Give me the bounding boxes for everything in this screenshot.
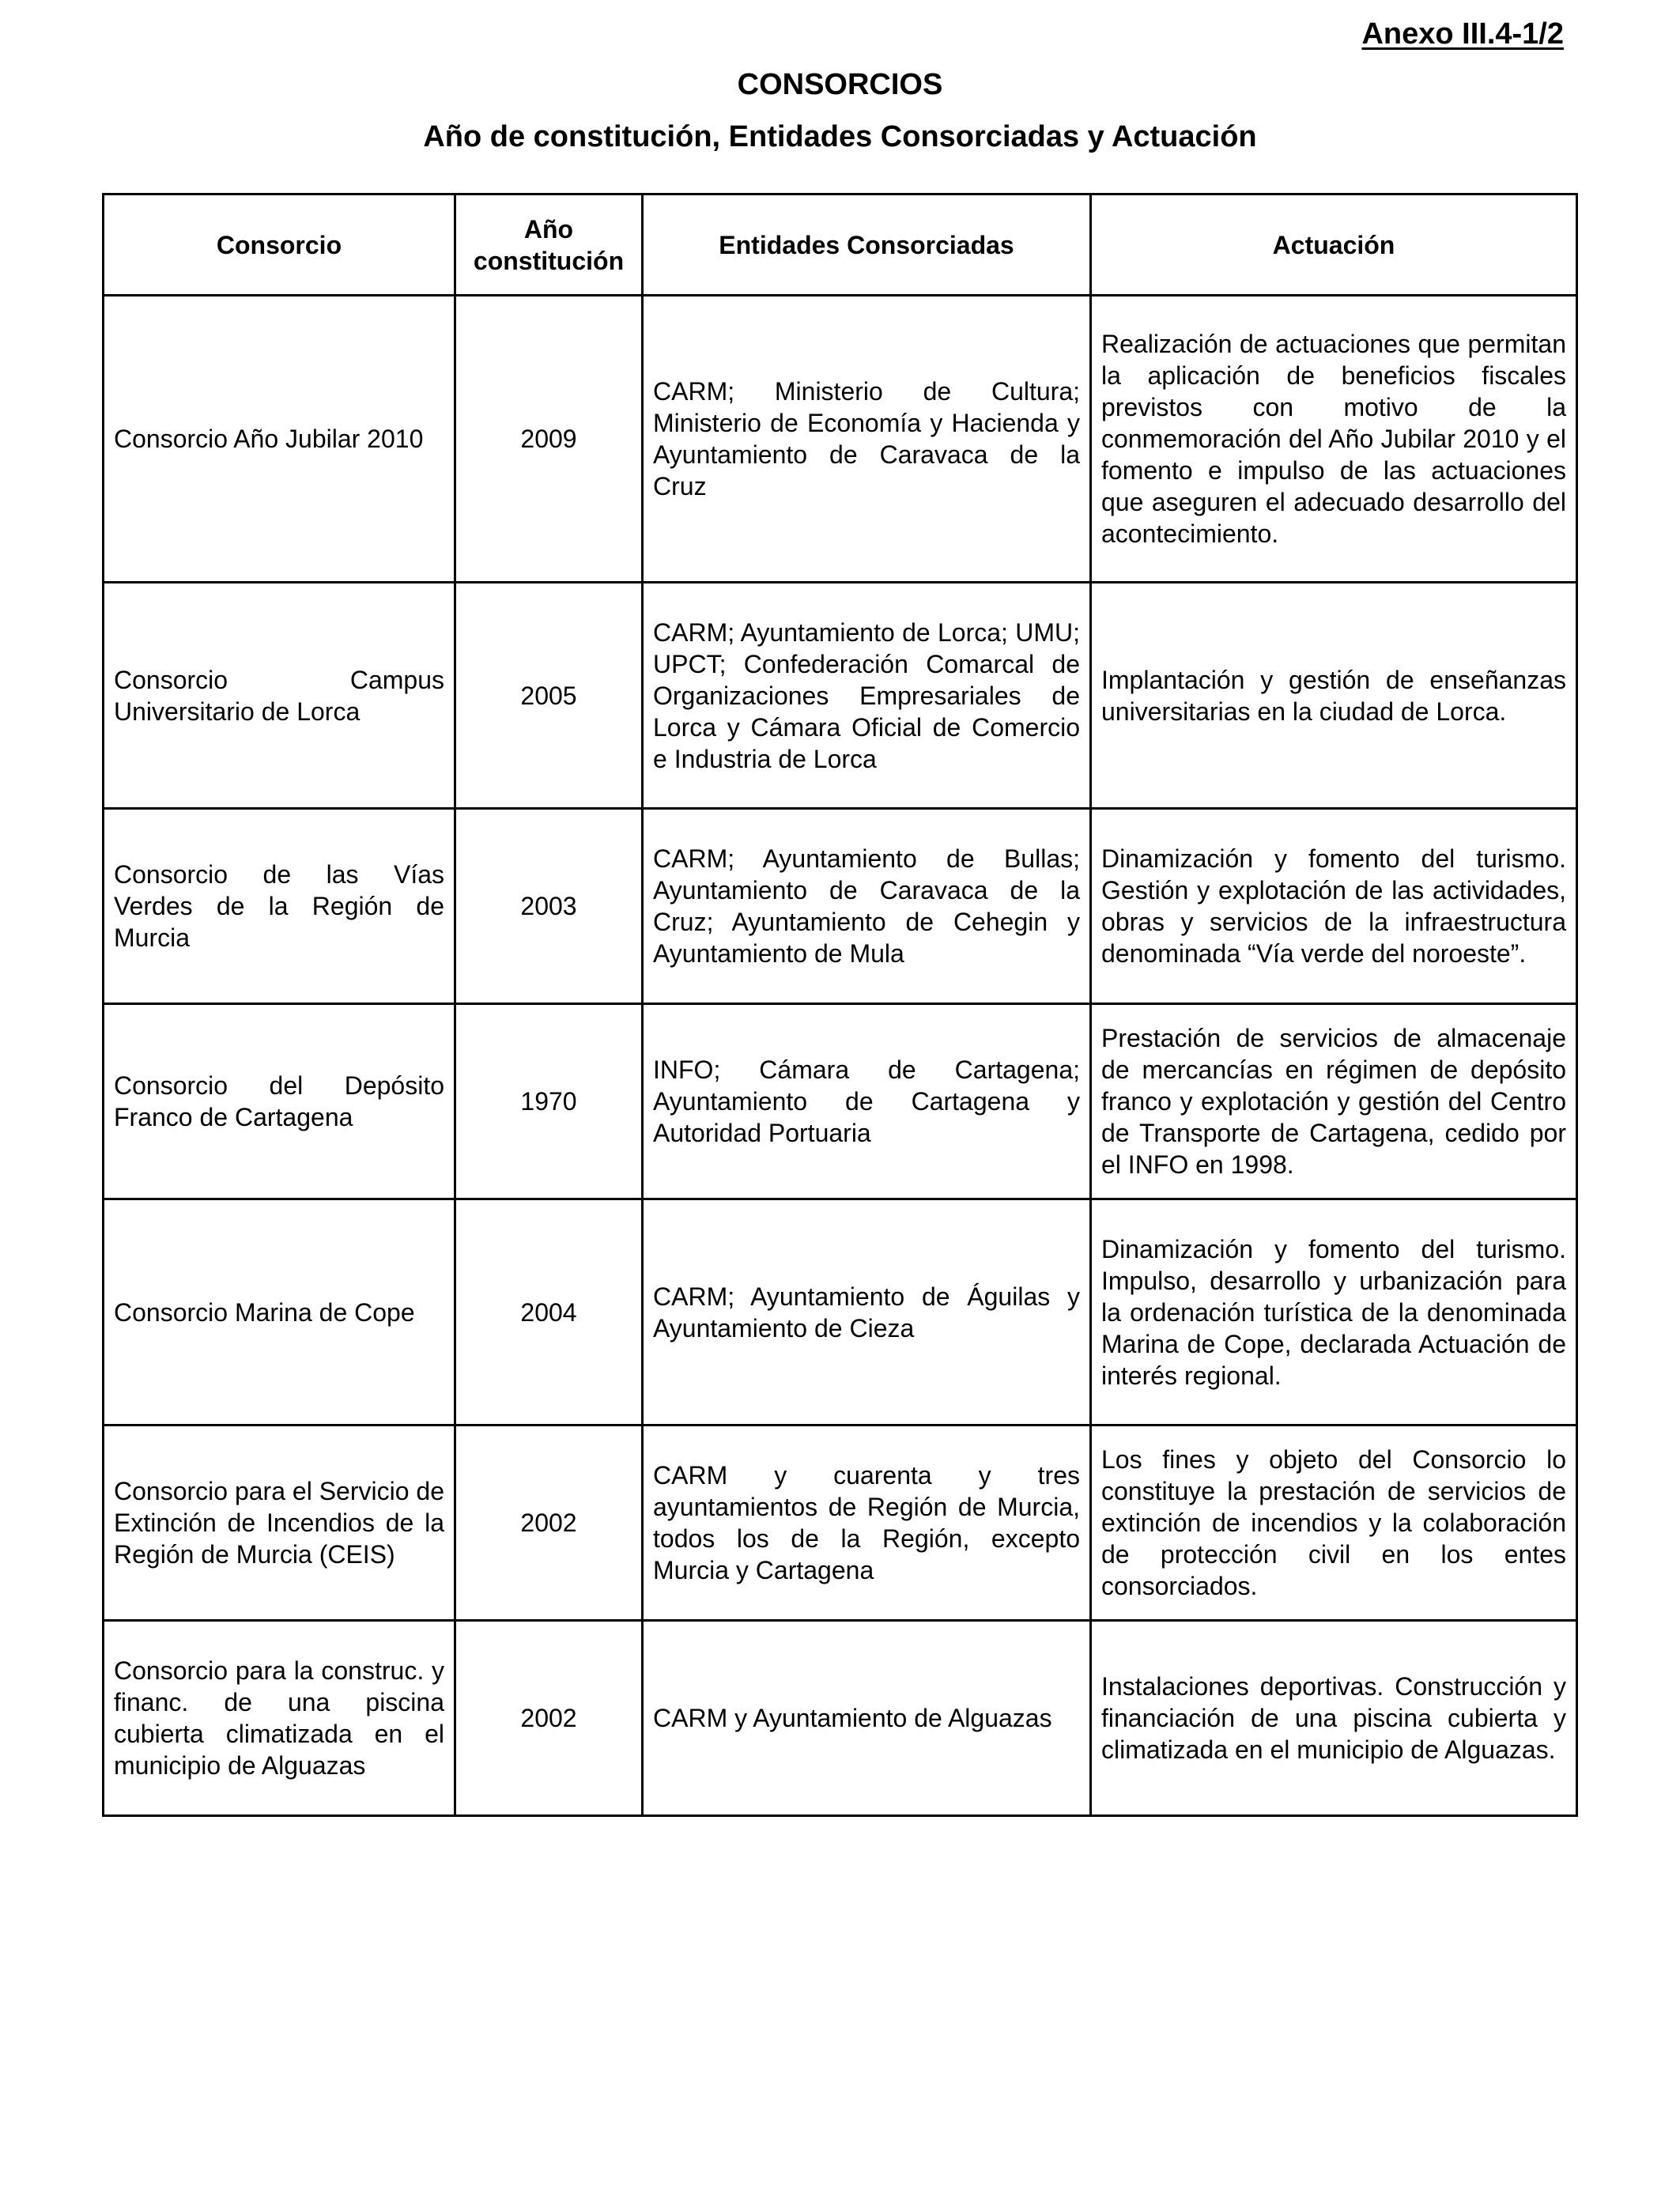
cell-consorcio: Consorcio para el Servicio de Extinción de Incendios de la Región de Murcia (CEIS) [104, 1426, 455, 1621]
cell-actuacion: Instalaciones deportivas. Construcción y financiación de una piscina cubierta y climatizada en el municipio de Alguazas. [1091, 1621, 1577, 1816]
cell-consorcio: Consorcio para la construc. y financ. de una piscina cubierta climatizada en el municipio de Alguazas [104, 1621, 455, 1816]
cell-actuacion: Dinamización y fomento del turismo. Gestión y explotación de las actividades, obras y servicios de la infraestructura denominada “Vía verde del noroeste”. [1091, 809, 1577, 1004]
table-row [104, 1426, 1577, 1621]
table-header-row [104, 194, 1577, 296]
cell-consorcio: Consorcio Marina de Cope [104, 1199, 455, 1426]
table-row [104, 1004, 1577, 1199]
table-row [104, 296, 1577, 583]
cell-actuacion: Dinamización y fomento del turismo. Impulso, desarrollo y urbanización para la ordenación turística de la denominada Marina de Cope, declarada Actuación de interés regional. [1091, 1199, 1577, 1426]
cell-entidades: INFO; Cámara de Cartagena; Ayuntamiento de Cartagena y Autoridad Portuaria [643, 1004, 1091, 1199]
consortia-table [102, 193, 1578, 1817]
cell-anio: 2002 [455, 1426, 643, 1621]
cell-entidades: CARM; Ayuntamiento de Lorca; UMU; UPCT; Confederación Comarcal de Organizaciones Empresariales de Lorca y Cámara Oficial de Comercio e Industria de Lorca [643, 583, 1091, 809]
header-actuacion: Actuación [1091, 194, 1577, 296]
cell-entidades: CARM y Ayuntamiento de Alguazas [643, 1621, 1091, 1816]
header-anio-line2: constitución [473, 246, 625, 275]
cell-entidades: CARM y cuarenta y tres ayuntamientos de Región de Murcia, todos los de la Región, excepto Murcia y Cartagena [643, 1426, 1091, 1621]
cell-consorcio: Consorcio Campus Universitario de Lorca [104, 583, 455, 809]
header-anio [455, 194, 643, 296]
cell-consorcio: Consorcio del Depósito Franco de Cartagena [104, 1004, 455, 1199]
table-row [104, 1199, 1577, 1426]
cell-anio: 2002 [455, 1621, 643, 1816]
page-subtitle: Año de constitución, Entidades Consorciadas y Actuación [423, 120, 1257, 153]
header-anio-line1: Año [523, 214, 574, 244]
cell-entidades: CARM; Ayuntamiento de Bullas; Ayuntamiento de Caravaca de la Cruz; Ayuntamiento de Cehegin y Ayuntamiento de Mula [643, 809, 1091, 1004]
cell-anio: 2004 [455, 1199, 643, 1426]
header-consorcio: Consorcio [104, 194, 455, 296]
cell-anio: 2005 [455, 583, 643, 809]
cell-actuacion: Prestación de servicios de almacenaje de mercancías en régimen de depósito franco y explotación y gestión del Centro de Transporte de Cartagena, cedido por el INFO en 1998. [1091, 1004, 1577, 1199]
cell-actuacion: Realización de actuaciones que permitan la aplicación de beneficios fiscales previstos con motivo de la conmemoración del Año Jubilar 2010 y el fomento e impulso de las actuaciones que aseguren el adecuado desarrollo del acontecimiento. [1091, 296, 1577, 583]
page-title: CONSORCIOS [737, 68, 943, 101]
cell-anio: 1970 [455, 1004, 643, 1199]
cell-entidades: CARM; Ministerio de Cultura; Ministerio de Economía y Hacienda y Ayuntamiento de Caravaca de la Cruz [643, 296, 1091, 583]
cell-consorcio: Consorcio Año Jubilar 2010 [104, 296, 455, 583]
cell-actuacion: Implantación y gestión de enseñanzas universitarias en la ciudad de Lorca. [1091, 583, 1577, 809]
cell-anio: 2009 [455, 296, 643, 583]
table-row [104, 583, 1577, 809]
header-entidades: Entidades Consorciadas [643, 194, 1091, 296]
table-row [104, 809, 1577, 1004]
cell-actuacion: Los fines y objeto del Consorcio lo constituye la prestación de servicios de extinción de incendios y la colaboración de protección civil en los entes consorciados. [1091, 1426, 1577, 1621]
cell-entidades: CARM; Ayuntamiento de Águilas y Ayuntamiento de Cieza [643, 1199, 1091, 1426]
table-row [104, 1621, 1577, 1816]
annex-label: Anexo III.4-1/2 [1361, 17, 1564, 51]
cell-anio: 2003 [455, 809, 643, 1004]
cell-consorcio: Consorcio de las Vías Verdes de la Región de Murcia [104, 809, 455, 1004]
